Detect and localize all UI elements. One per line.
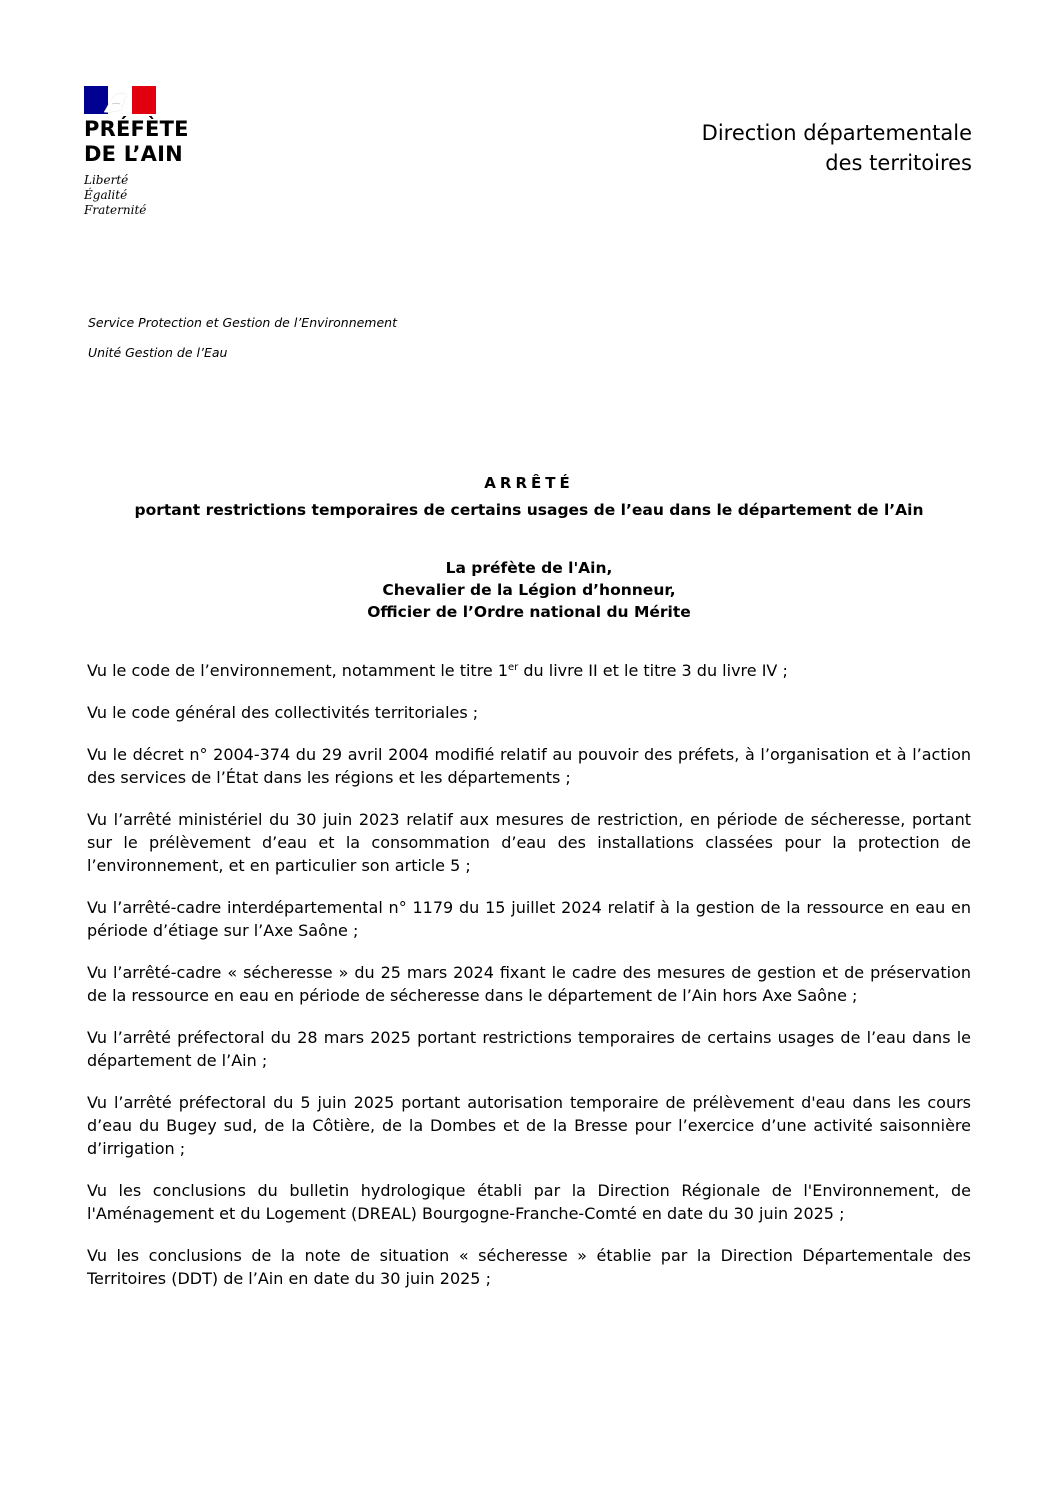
visa-paragraph: Vu l’arrêté-cadre « sécheresse » du 25 mars 2024 fixant le cadre des mesures de gestion et de préservation de la ressource en eau en période de sécheresse dans le département de l’Ain hors Axe Saône ; [87,963,971,1005]
republic-motto [84,173,264,218]
prefecture-logo [84,86,264,218]
service-block [88,315,397,361]
motto-egalite: Égalité [84,188,128,202]
direction-line-1: Direction départementale [701,121,972,145]
issuing-direction [702,118,972,178]
visa-paragraph: Vu le code général des collectivités territoriales ; [87,703,479,722]
visa-paragraph: Vu l’arrêté préfectoral du 28 mars 2025 portant restrictions temporaires de certains usages de l’eau dans le département de l’Ain ; [87,1028,971,1070]
author-line-1: La préfète de l'Ain, [445,559,613,577]
unit-name: Unité Gestion de l’Eau [88,345,228,360]
title-arrete: ARRÊTÉ [484,474,574,492]
visa-paragraph: Vu le décret n° 2004-374 du 29 avril 2004 modifié relatif au pouvoir des préfets, à l’organisation et à l’action des services de l’État dans les régions et les départements ; [87,745,971,787]
visa-1-text-end: du livre II et le titre 3 du livre IV ; [518,661,788,680]
visa-paragraph: Vu l’arrêté préfectoral du 5 juin 2025 portant autorisation temporaire de prélèvement d'eau dans les cours d’eau du Bugey sud, de la Côtière, de la Dombes et de la Bresse pour l’exercice d’une activité saisonnière d’irrigation ; [87,1093,971,1158]
visa-paragraph: Vu l’arrêté ministériel du 30 juin 2023 relatif aux mesures de restriction, en période de sécheresse, portant sur le prélèvement d’eau et la consommation d’eau des installations classées pour la protection de l’environnement, et en particulier son article 5 ; [87,810,971,875]
visa-1-superscript: er [508,662,519,673]
author-line-2: Chevalier de la Légion d’honneur, [382,581,676,599]
author-line-3: Officier de l’Ordre national du Mérite [367,603,691,621]
author-block [87,557,971,623]
marianne-flag-icon [84,86,156,114]
motto-fraternite: Fraternité [84,203,147,217]
visa-paragraph [87,659,971,682]
direction-line-2: des territoires [825,151,972,175]
visa-paragraph: Vu les conclusions de la note de situation « sécheresse » établie par la Direction Départementale des Territoires (DDT) de l’Ain en date du 30 juin 2025 ; [87,1246,971,1288]
title-subject: portant restrictions temporaires de certains usages de l’eau dans le département de l’Ain [134,501,924,519]
visa-1-text: Vu le code de l’environnement, notamment le titre 1 [87,661,509,680]
visa-paragraph: Vu les conclusions du bulletin hydrologique établi par la Direction Régionale de l'Environnement, de l'Aménagement et du Logement (DREAL) Bourgogne-Franche-Comté en date du 30 juin 2025 ; [87,1181,971,1223]
logo-line-1: PRÉFÈTE [84,117,189,141]
visa-paragraph: Vu l’arrêté-cadre interdépartemental n° 1179 du 15 juillet 2024 relatif à la gestion de la ressource en eau en période d’étiage sur l’Axe Saône ; [87,898,971,940]
motto-liberte: Liberté [84,173,129,187]
document-title [87,473,971,521]
logo-line-2: DE L’AIN [84,142,183,166]
service-name: Service Protection et Gestion de l’Environnement [88,315,397,330]
visas-section [87,659,971,1309]
